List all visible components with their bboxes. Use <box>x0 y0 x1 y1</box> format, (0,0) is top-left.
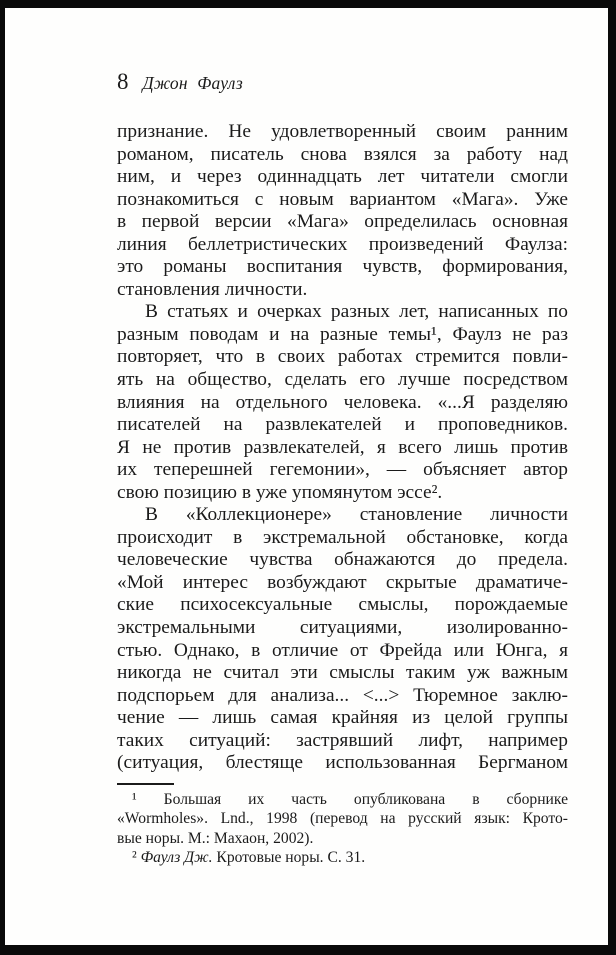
text-line: разным поводам и на разные темы¹, Фаулз не раз <box>117 323 568 345</box>
footnote-text: Кротовые норы. С. 31. <box>212 848 366 866</box>
footnote-line <box>117 848 568 867</box>
text-line: человеческие чувства обнажаются до предела. <box>117 549 568 571</box>
text-line: стью. Однако, в отличие от Фрейда или Юнга, я <box>117 639 568 661</box>
text-line: познакомиться с новым вариантом «Мага». Уже <box>117 188 568 210</box>
page-number: 8 <box>117 69 129 94</box>
text-line: линия беллетристических произведений Фаулза: <box>117 233 568 255</box>
text-line: подспорьем для анализа... <...> Тюремное заклю- <box>117 684 568 706</box>
book-page <box>5 8 608 945</box>
text-line: В статьях и очерках разных лет, написанных по <box>145 301 568 323</box>
text-line: таких ситуаций: застрявший лифт, например <box>117 729 568 751</box>
text-line: В «Коллекционере» становление личности <box>145 504 568 526</box>
text-line: никогда не считал эти смыслы таким уж важным <box>117 662 568 684</box>
text-line: свою позицию в уже упомянутом эссе². <box>117 481 443 503</box>
text-line: (ситуация, блестяще использованная Бергманом <box>117 752 568 774</box>
text-line: ские психосексуальные смыслы, порождаемые <box>117 594 568 616</box>
text-line: это романы воспитания чувств, формирования, <box>117 256 568 278</box>
text-line: происходит в экстремальной обстановке, когда <box>117 526 568 548</box>
text-line: романом, писатель снова взялся за работу над <box>117 143 568 165</box>
body-text <box>117 121 568 775</box>
text-line: признание. Не удовлетворенный своим ранним <box>117 121 568 142</box>
text-line: в первой версии «Мага» определилась основная <box>117 211 568 233</box>
text-line: их теперешней гегемонии», — объясняет автор <box>117 459 568 481</box>
footnote-author: Фаулз Дж. <box>140 848 213 866</box>
text-line: чение — лишь самая крайняя из целой группы <box>117 707 568 729</box>
text-line: повторяет, что в своих работах стремится повли- <box>117 346 568 368</box>
text-line: становления личности. <box>117 278 308 300</box>
text-line: ять на общество, сделать его лучше посредством <box>117 369 568 391</box>
footnotes <box>117 790 568 867</box>
footnote-line: «Wormholes». Lnd., 1998 (перевод на русский язык: Крото- <box>117 810 568 828</box>
running-title: Джон Фаулз <box>142 73 243 93</box>
text-line: «Мой интерес возбуждают скрытые драматиче- <box>117 571 568 593</box>
footnote-separator <box>117 783 174 785</box>
text-line: ним, и через одиннадцать лет читатели смогли <box>117 166 568 188</box>
text-line: экстремальными ситуациями, изолированно- <box>117 617 568 639</box>
footnote-marker: ² <box>132 848 141 866</box>
footnote-line: вые норы. М.: Махаон, 2002). <box>117 829 314 847</box>
text-line: Я не против развлекателей, я всего лишь против <box>117 436 568 458</box>
page-header <box>117 70 243 94</box>
text-line: влияния на отдельного человека. «...Я разделяю <box>117 391 568 413</box>
text-line: писателей на развлекателей и проповедников. <box>117 414 568 436</box>
footnote-line: ¹ Большая их часть опубликована в сборнике <box>132 791 568 808</box>
